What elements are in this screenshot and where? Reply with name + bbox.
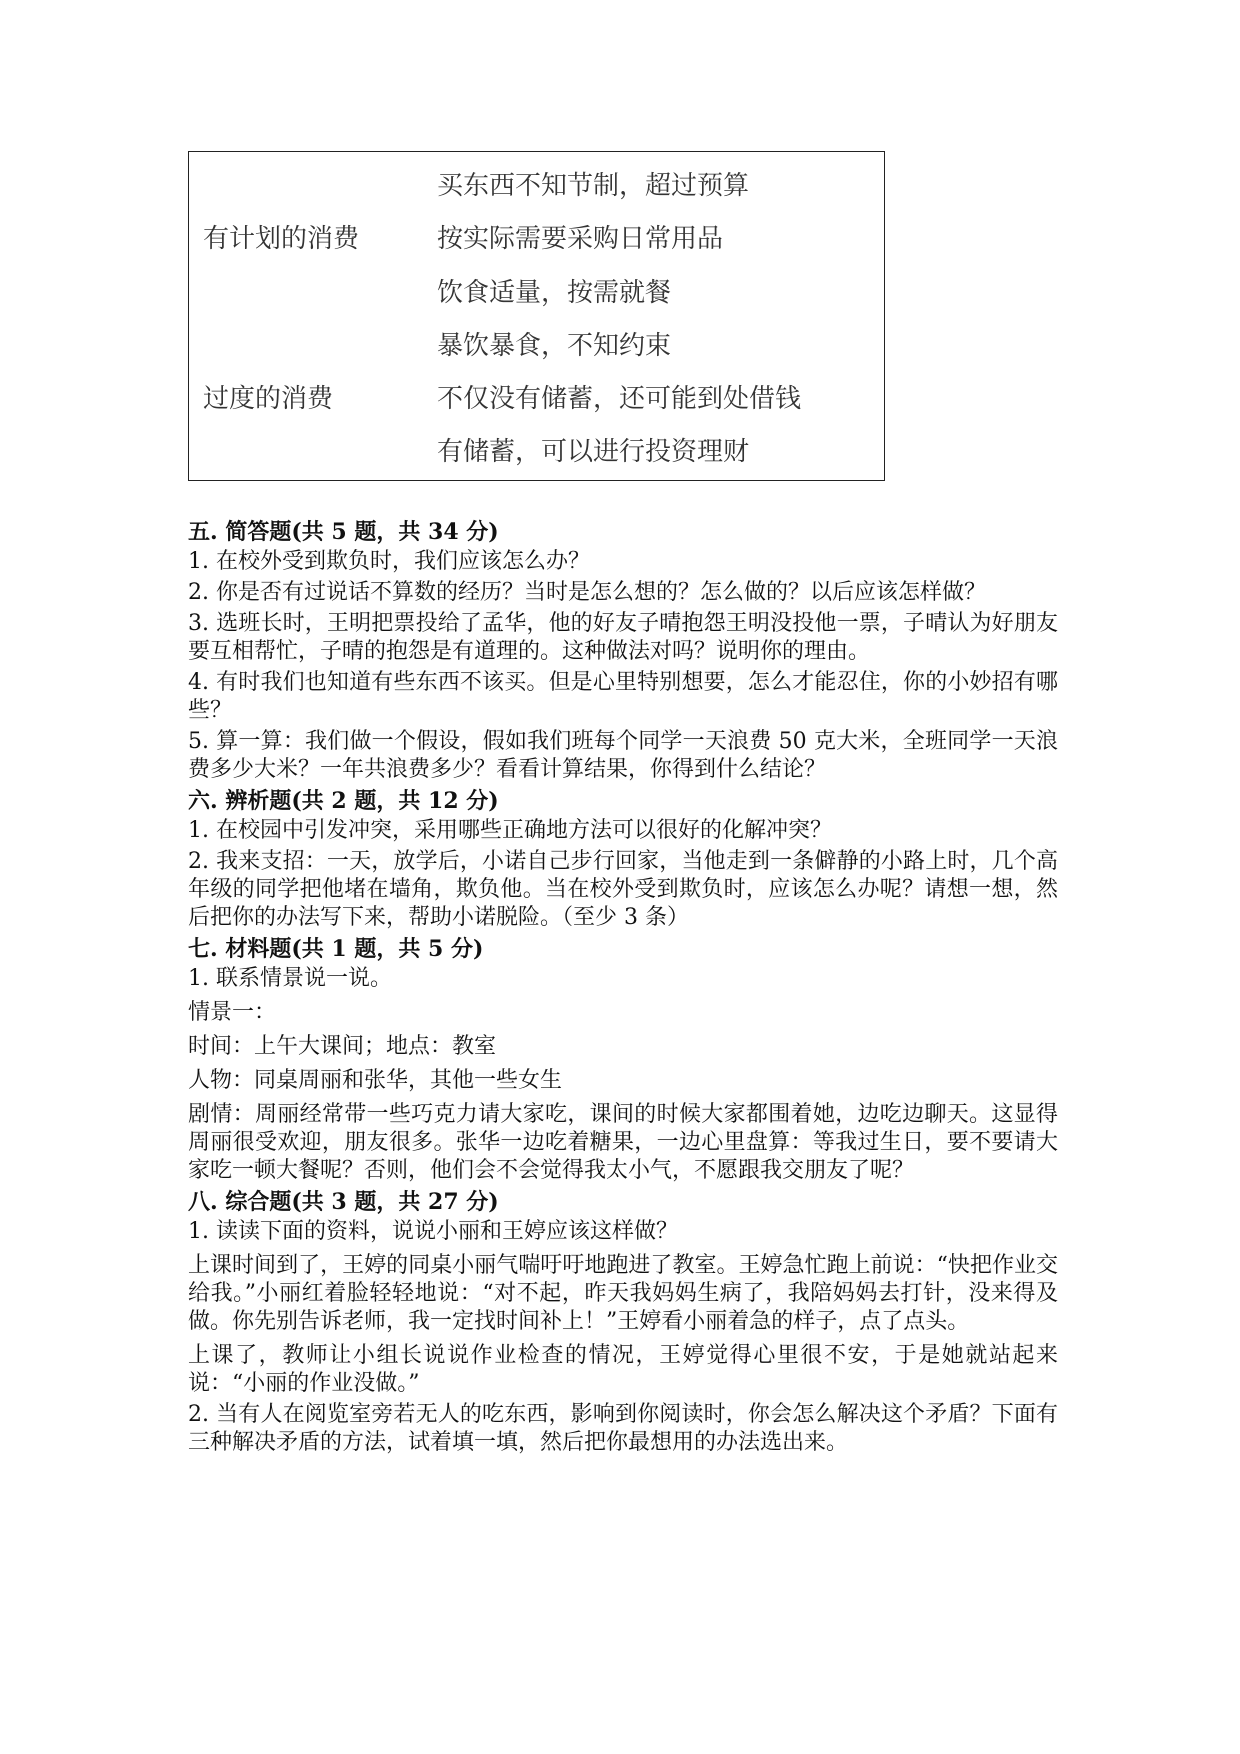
section-heading: 八. 综合题(共 3 题，共 27 分) bbox=[188, 1189, 499, 1215]
section-heading: 五. 简答题(共 5 题，共 34 分) bbox=[188, 519, 499, 545]
matching-table bbox=[188, 151, 885, 481]
question-text: 1. 联系情景说一说。 bbox=[188, 966, 392, 991]
section-heading: 七. 材料题(共 1 题，共 5 分) bbox=[188, 936, 484, 962]
question-content bbox=[188, 516, 1058, 1460]
material-text: 上课了，教师让小组长说说作业检查的情况，王婷觉得心里很不安，于是她就站起来说：“小丽的作业没做。” bbox=[188, 1343, 1058, 1396]
material-text: 剧情：周丽经常带一些巧克力请大家吃，课间的时候大家都围着她，边吃边聊天。这显得周丽很受欢迎，朋友很多。张华一边吃着糖果，一边心里盘算：等我过生日，要不要请大家吃一顿大餐呢？否则，他们会不会觉得我太小气，不愿跟我交朋友了呢？ bbox=[188, 1102, 1058, 1183]
question-text: 2. 当有人在阅览室旁若无人的吃东西，影响到你阅读时，你会怎么解决这个矛盾？下面有三种解决矛盾的方法，试着填一填，然后把你最想用的办法选出来。 bbox=[188, 1402, 1058, 1455]
match-item: 有储蓄，可以进行投资理财 bbox=[437, 437, 750, 467]
material-text: 情景一： bbox=[188, 1000, 277, 1025]
question-text: 5. 算一算：我们做一个假设，假如我们班每个同学一天浪费 50 克大米，全班同学一天浪费多少大米？一年共浪费多少？看看计算结果，你得到什么结论？ bbox=[188, 729, 1058, 782]
question-text: 1. 读读下面的资料，说说小丽和王婷应该这样做？ bbox=[188, 1219, 678, 1244]
match-item: 不仅没有储蓄，还可能到处借钱 bbox=[437, 384, 802, 414]
material-text: 时间：上午大课间；地点：教室 bbox=[188, 1034, 497, 1059]
section-heading: 六. 辨析题(共 2 题，共 12 分) bbox=[188, 788, 499, 814]
material-text: 人物：同桌周丽和张华，其他一些女生 bbox=[188, 1068, 563, 1093]
question-text: 2. 你是否有过说话不算数的经历？当时是怎么想的？怎么做的？以后应该怎样做？ bbox=[188, 580, 986, 605]
match-item: 按实际需要采购日常用品 bbox=[437, 224, 724, 254]
match-item: 饮食适量，按需就餐 bbox=[437, 278, 672, 308]
question-text: 1. 在校外受到欺负时，我们应该怎么办？ bbox=[188, 549, 590, 574]
question-text: 2. 我来支招：一天，放学后，小诺自己步行回家，当他走到一条僻静的小路上时，几个高年级的同学把他堵在墙角，欺负他。当在校外受到欺负时，应该怎么办呢？请想一想，然后把你的办法写下来，帮助小诺脱险。（至少 3 条） bbox=[188, 849, 1058, 930]
question-text: 1. 在校园中引发冲突，采用哪些正确地方法可以很好的化解冲突？ bbox=[188, 818, 832, 843]
match-item: 暴饮暴食，不知约束 bbox=[437, 331, 672, 361]
question-text: 4. 有时我们也知道有些东西不该买。但是心里特别想要，怎么才能忍住，你的小妙招有哪些？ bbox=[188, 670, 1058, 723]
question-text: 3. 选班长时，王明把票投给了孟华，他的好友子晴抱怨王明没投他一票，子晴认为好朋友要互相帮忙，子晴的抱怨是有道理的。这种做法对吗？说明你的理由。 bbox=[188, 611, 1058, 664]
match-item: 买东西不知节制，超过预算 bbox=[437, 171, 750, 201]
category-excessive: 过度的消费 bbox=[203, 384, 334, 414]
category-planned: 有计划的消费 bbox=[203, 224, 360, 254]
material-text: 上课时间到了，王婷的同桌小丽气喘吁吁地跑进了教室。王婷急忙跑上前说：“快把作业交给我。”小丽红着脸轻轻地说：“对不起，昨天我妈妈生病了，我陪妈妈去打针，没来得及做。你先别告诉老师，我一定找时间补上！”王婷看小丽着急的样子，点了点头。 bbox=[188, 1253, 1058, 1334]
